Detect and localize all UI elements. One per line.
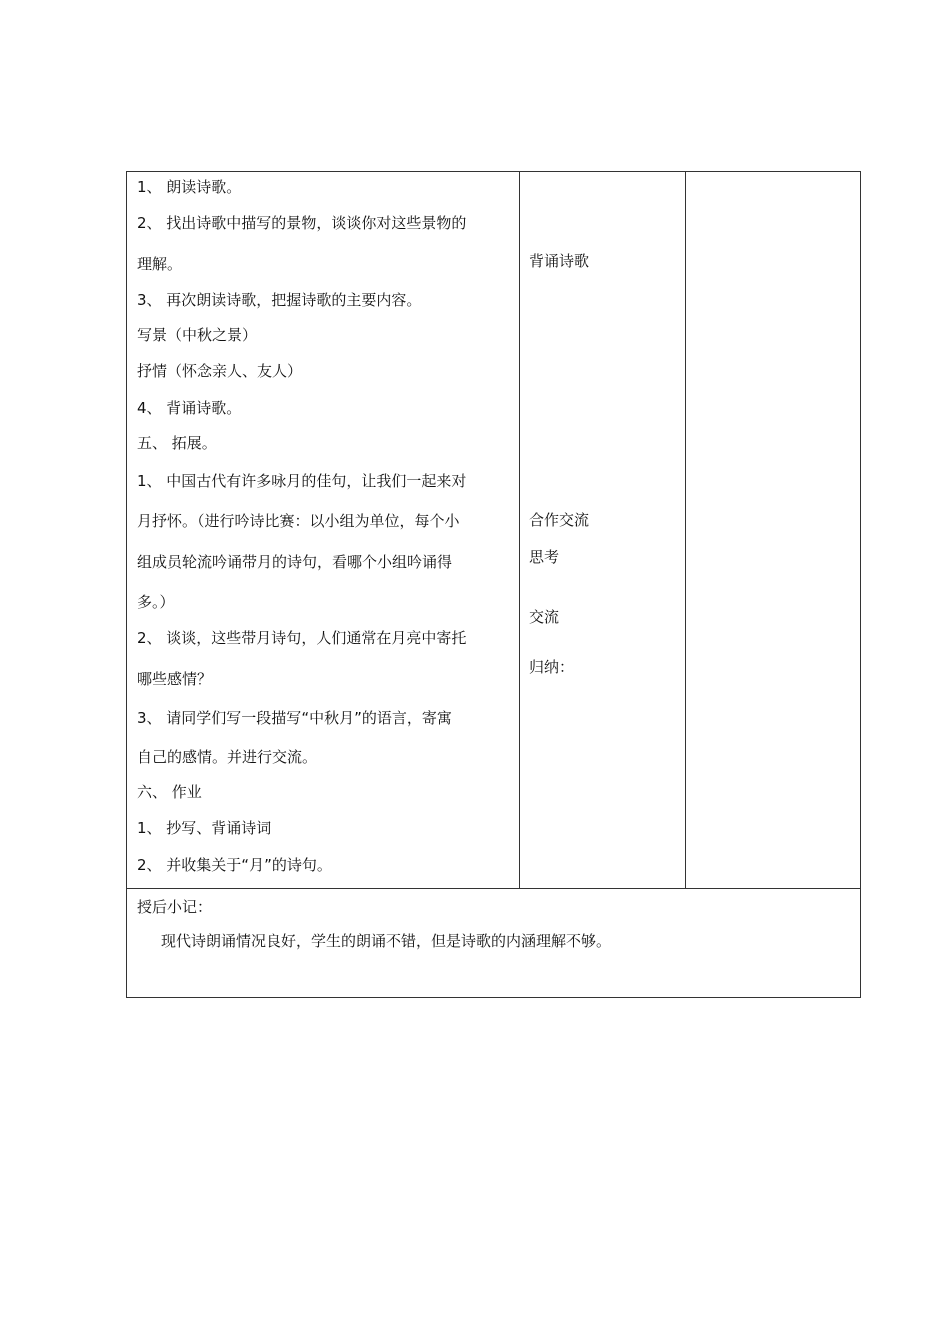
text-line: 思考 xyxy=(529,548,560,566)
text-line: 抒情（怀念亲人、友人） xyxy=(137,362,303,380)
text-line: 3、 请同学们写一段描写“中秋月”的语言，寄寓 xyxy=(137,709,452,727)
text-line: 4、 背诵诗歌。 xyxy=(137,399,242,417)
text-line: 交流 xyxy=(529,608,560,626)
lesson-plan-table xyxy=(126,171,861,998)
teaching-process-cell xyxy=(127,172,520,888)
text-line: 五、 拓展。 xyxy=(137,434,217,452)
student-activity-cell xyxy=(520,172,686,888)
text-line: 1、 抄写、背诵诗词 xyxy=(137,819,272,837)
text-line: 背诵诗歌 xyxy=(529,252,590,270)
text-line: 2、 找出诗歌中描写的景物，谈谈你对这些景物的 xyxy=(137,214,467,232)
notes-label: 授后小记： xyxy=(137,898,213,916)
text-line: 2、 谈谈，这些带月诗句，人们通常在月亮中寄托 xyxy=(137,629,467,647)
empty-cell xyxy=(686,172,860,888)
text-line: 六、 作业 xyxy=(137,783,202,801)
text-line: 组成员轮流吟诵带月的诗句，看哪个小组吟诵得 xyxy=(137,553,453,571)
text-line: 3、 再次朗读诗歌，把握诗歌的主要内容。 xyxy=(137,291,422,309)
text-line: 归纳： xyxy=(529,658,575,676)
text-line: 1、 朗读诗歌。 xyxy=(137,178,242,196)
text-line: 写景（中秋之景） xyxy=(137,326,258,344)
text-line: 哪些感情？ xyxy=(137,670,213,688)
text-line: 1、 中国古代有许多咏月的佳句，让我们一起来对 xyxy=(137,472,467,490)
text-line: 多。） xyxy=(137,593,175,611)
post-lesson-notes xyxy=(127,888,860,997)
text-line: 2、 并收集关于“月”的诗句。 xyxy=(137,856,332,874)
text-line: 理解。 xyxy=(137,255,183,273)
text-line: 自己的感情。并进行交流。 xyxy=(137,748,318,766)
text-line: 月抒怀。（进行吟诗比赛：以小组为单位，每个小 xyxy=(137,512,460,530)
text-line: 合作交流 xyxy=(529,511,590,529)
notes-text: 现代诗朗诵情况良好，学生的朗诵不错，但是诗歌的内涵理解不够。 xyxy=(161,932,612,950)
